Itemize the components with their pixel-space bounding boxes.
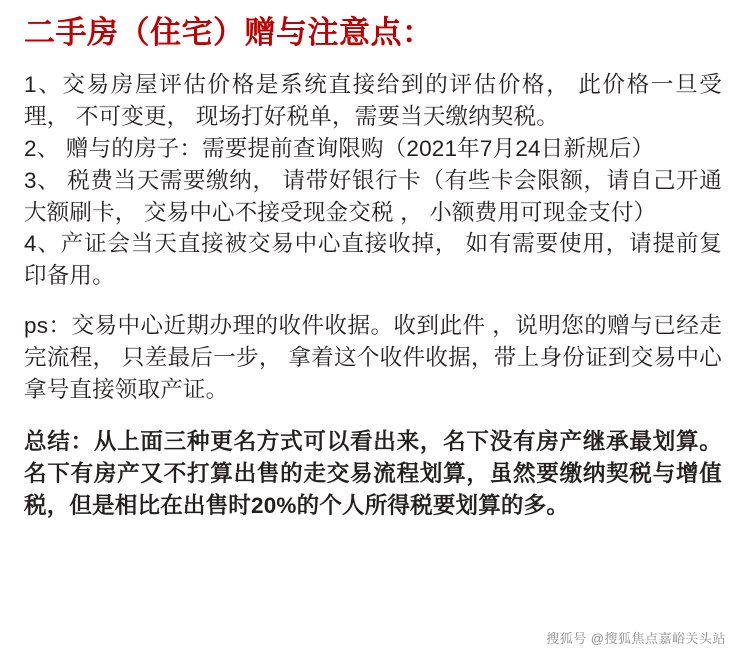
- paragraph-spacer-1: [24, 292, 722, 310]
- watermark-text: 搜狐号 @搜狐焦点嘉峪关头站: [546, 631, 726, 646]
- paragraph-3: 3、 税费当天需要缴纳， 请带好银行卡（有些卡会限额，请自己开通大额刷卡， 交易中心不接受现金交税 ， 小额费用可现金支付）: [24, 167, 722, 225]
- summary-paragraph: 总结：从上面三种更名方式可以看出来，名下没有房产继承最划算。名下有房产又不打算出售的走交易流程划算，虽然要缴纳契税与增值税，但是相比在出售时20%的个人所得税要划算的多。: [24, 429, 722, 518]
- paragraph-2: 2、 赠与的房子：需要提前查询限购（2021年7月24日新规后）: [24, 135, 655, 161]
- ps-paragraph: ps：交易中心近期办理的收件收据。收到此件 ，说明您的赠与已经走完流程， 只差最后一步， 拿着这个收件收据，带上身份证到交易中心拿号直接领取产证。: [24, 313, 722, 403]
- paragraph-1: 1、交易房屋评估价格是系统直接给到的评估价格， 此价格一旦受理， 不可变更， 现场打好税单，需要当天缴纳契税。: [24, 71, 722, 129]
- document-body: [24, 69, 722, 522]
- paragraph-4: 4、产证会当天直接被交易中心直接收掉， 如有需要使用，请提前复印备用。: [24, 231, 722, 289]
- page-title: 二手房（住宅）赠与注意点：: [24, 15, 434, 50]
- paragraph-spacer-2: [24, 406, 722, 426]
